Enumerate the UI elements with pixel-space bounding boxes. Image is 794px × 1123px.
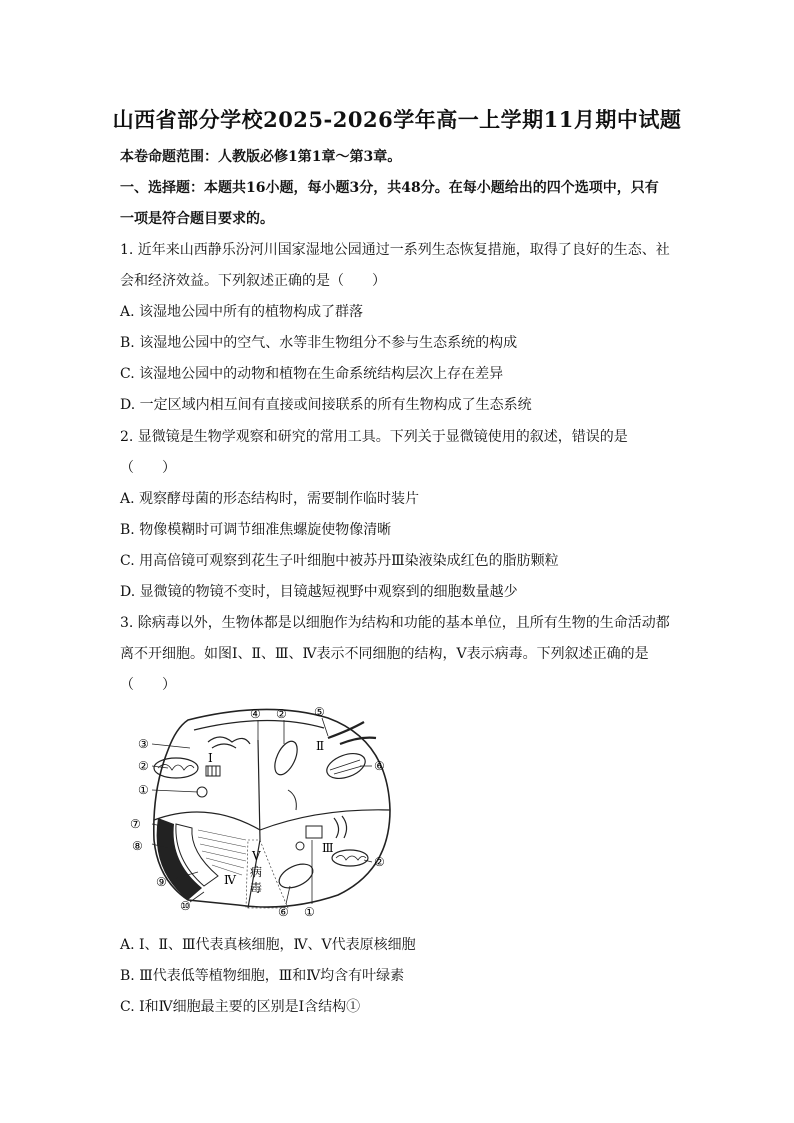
marker-5: ⑤	[314, 705, 325, 719]
q1-option-d: D. 一定区域内相互间有直接或间接联系的所有生物构成了生态系统	[120, 397, 532, 413]
region-labels	[208, 739, 334, 895]
q3-stem-line2: 离不开细胞。如图Ⅰ、Ⅱ、Ⅲ、Ⅳ表示不同细胞的结构，Ⅴ表示病毒。下列叙述正确的是	[120, 646, 649, 662]
marker-8: ⑧	[132, 839, 143, 853]
q2-stem-line2: （ ）	[120, 460, 176, 476]
mitochondrion-iii	[332, 850, 368, 866]
marker-1-bottom: ①	[304, 905, 315, 919]
q1-option-a: A. 该湿地公园中所有的植物构成了群落	[120, 304, 364, 320]
ribosome-cluster-i	[197, 787, 207, 797]
golgi-iii	[334, 816, 347, 838]
q1-stem-line1: 1. 近年来山西静乐汾河川国家湿地公园通过一系列生态恢复措施，取得了良好的生态、社	[120, 242, 670, 258]
divider-2	[260, 810, 390, 830]
virus-label-1: 病	[250, 865, 263, 879]
marker-2-left: ②	[138, 759, 149, 773]
cell-iv-hatching	[198, 830, 246, 875]
q1-option-c: C. 该湿地公园中的动物和植物在生命系统结构层次上存在差异	[120, 366, 504, 382]
cell-structure-diagram	[128, 700, 398, 920]
region-iv: Ⅳ	[224, 873, 236, 887]
marker-2-right: ②	[374, 855, 385, 869]
mitochondrion-ii	[270, 738, 302, 778]
ribosome-iii	[296, 842, 304, 850]
marker-2-top: ②	[276, 707, 287, 721]
q1-option-b: B. 该湿地公园中的空气、水等非生物组分不参与生态系统的构成	[120, 335, 518, 351]
marker-1-left: ①	[138, 783, 149, 797]
vesicle-ii	[288, 790, 296, 810]
q3-stem-line3: （ ）	[120, 677, 176, 693]
marker-6-right: ⑥	[374, 759, 385, 773]
region-ii: Ⅱ	[316, 739, 325, 753]
marker-6-bottom: ⑥	[278, 905, 289, 919]
section-heading-line1: 一、选择题：本题共16小题，每小题3分，共48分。在每小题给出的四个选项中，只有	[120, 180, 659, 196]
scope-note: 本卷命题范围：人教版必修1第1章～第3章。	[120, 149, 402, 165]
golgi-i	[208, 737, 250, 748]
section-heading-line2: 一项是符合题目要求的。	[120, 211, 274, 227]
cell-wall-inner	[194, 720, 324, 730]
q2-option-a: A. 观察酵母菌的形态结构时，需要制作临时装片	[120, 491, 420, 507]
q2-stem-line1: 2. 显微镜是生物学观察和研究的常用工具。下列关于显微镜使用的叙述，错误的是	[120, 429, 628, 445]
marker-3: ③	[138, 737, 149, 751]
marker-7: ⑦	[130, 817, 141, 831]
region-iii: Ⅲ	[322, 841, 334, 855]
region-i: Ⅰ	[208, 751, 213, 765]
q1-stem-line2: 会和经济效益。下列叙述正确的是（ ）	[120, 273, 386, 289]
centriole-iii	[306, 826, 322, 838]
q2-option-d: D. 显微镜的物镜不变时，目镜越短视野中观察到的细胞数量越少	[120, 584, 518, 600]
q3-stem-line1: 3. 除病毒以外，生物体都是以细胞作为结构和功能的基本单位，且所有生物的生命活动都	[120, 615, 670, 631]
q2-option-c: C. 用高倍镜可观察到花生子叶细胞中被苏丹Ⅲ染液染成红色的脂肪颗粒	[120, 553, 559, 569]
q3-option-c: C. Ⅰ和Ⅳ细胞最主要的区别是Ⅰ含结构①	[120, 999, 361, 1015]
virus-label-2: 毒	[250, 881, 263, 895]
er-ii	[328, 722, 376, 744]
mitochondrion-i	[154, 758, 198, 778]
marker-9: ⑨	[156, 875, 167, 889]
marker-10: ⑩	[180, 899, 191, 913]
chloroplast-iii	[275, 859, 316, 892]
marker-4: ④	[250, 707, 261, 721]
region-v: Ⅴ	[252, 849, 261, 863]
page-title: 山西省部分学校2025-2026学年高一上学期11月期中试题	[112, 107, 682, 132]
q2-option-b: B. 物像模糊时可调节细准焦螺旋使物像清晰	[120, 522, 392, 538]
q3-option-a: A. Ⅰ、Ⅱ、Ⅲ代表真核细胞，Ⅳ、Ⅴ代表原核细胞	[120, 937, 416, 953]
q3-option-b: B. Ⅲ代表低等植物细胞，Ⅲ和Ⅳ均含有叶绿素	[120, 968, 405, 984]
